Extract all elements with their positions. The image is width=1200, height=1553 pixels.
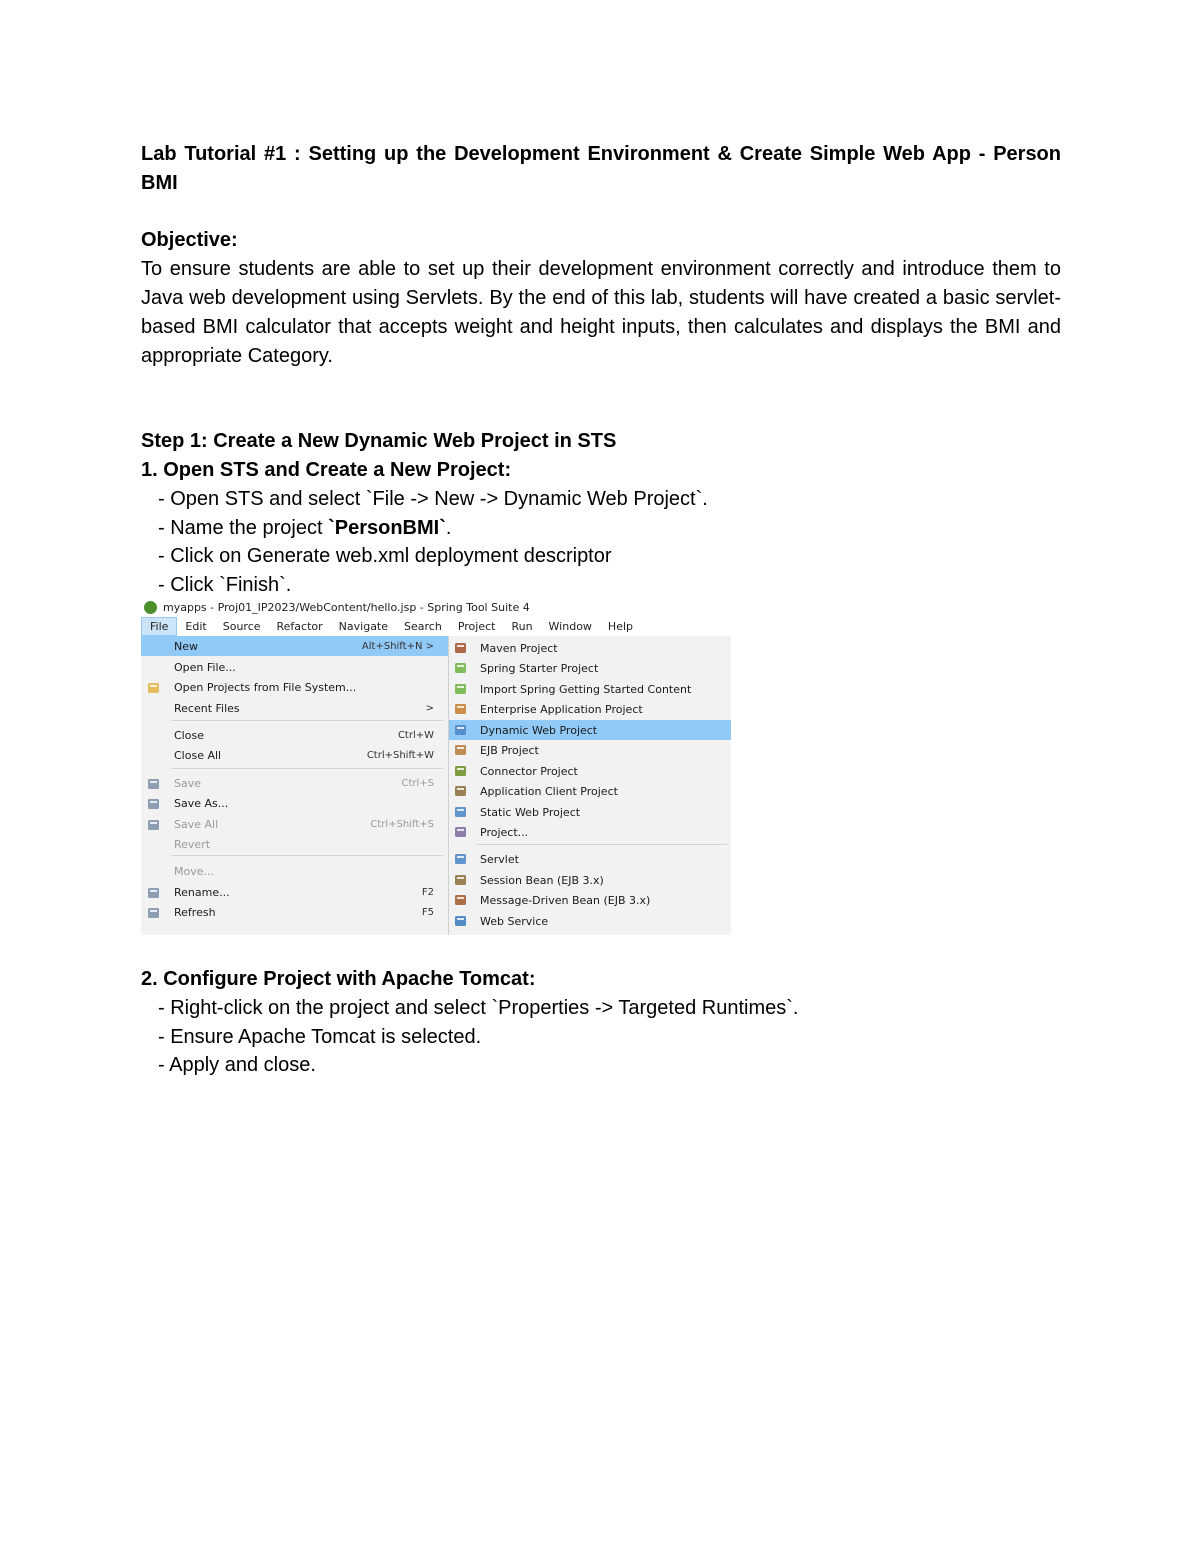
folder-icon — [147, 681, 160, 694]
step1-bullet-3: - Click on Generate web.xml deployment descriptor — [158, 545, 612, 567]
step2-bullet-1: - Right-click on the project and select `Properties -> Targeted Runtimes`. — [158, 997, 799, 1019]
file-menu-label: Close — [174, 728, 204, 742]
new-submenu-item[interactable] — [449, 802, 731, 822]
new-submenu-item[interactable] — [449, 761, 731, 781]
refresh-icon — [147, 906, 160, 919]
menu-separator — [171, 768, 443, 769]
shortcut-label: Ctrl+Shift+W — [366, 749, 434, 761]
file-menu-item[interactable] — [141, 793, 448, 813]
file-menu-label: Open Projects from File System... — [174, 680, 357, 694]
step2-bullet-3: - Apply and close. — [158, 1054, 316, 1076]
file-menu-item[interactable] — [141, 861, 448, 881]
shortcut-label: Ctrl+S — [401, 777, 434, 789]
lab-title: Lab Tutorial #1 : Setting up the Development Environment & Create Simple Web App - Person BMI — [141, 143, 1061, 194]
new-submenu-item[interactable] — [449, 679, 731, 699]
file-menu-label: New — [174, 639, 198, 653]
file-menu-item[interactable] — [141, 882, 448, 902]
menu-separator — [171, 855, 443, 856]
file-menu-item[interactable] — [141, 902, 448, 922]
project-name: `PersonBMI` — [328, 516, 446, 539]
file-menu-item[interactable] — [141, 698, 448, 718]
window-title: myapps - Proj01_IP2023/WebContent/hello.jsp - Spring Tool Suite 4 — [163, 601, 530, 614]
shortcut-label: Alt+Shift+N > — [361, 640, 434, 652]
menu-run[interactable]: Run — [511, 620, 533, 633]
save-icon — [147, 777, 160, 790]
new-submenu-item[interactable] — [449, 720, 731, 740]
bullet-2-suffix: . — [445, 516, 452, 539]
shortcut-label: F5 — [421, 906, 434, 918]
shortcut-label: F2 — [421, 886, 434, 898]
new-submenu-item[interactable] — [449, 822, 731, 842]
step1-subheading: 1. Open STS and Create a New Project: — [141, 459, 512, 481]
file-menu-label: Rename... — [174, 885, 230, 899]
new-submenu-item[interactable] — [449, 699, 731, 719]
new-submenu-label: Dynamic Web Project — [480, 723, 598, 737]
file-menu-label: Close All — [174, 748, 222, 762]
file-menu-item[interactable] — [141, 725, 448, 745]
menu-separator — [171, 720, 443, 721]
file-menu-label: Save — [174, 776, 202, 790]
sts-menu-screenshot — [141, 598, 731, 935]
web-service-icon — [454, 914, 468, 928]
shortcut-label: > — [425, 702, 434, 714]
step1-bullet-4: - Click `Finish`. — [158, 573, 292, 596]
file-menu-label: Refresh — [174, 905, 216, 919]
bullet-2-prefix: - Name the project — [158, 516, 329, 539]
menu-separator — [477, 844, 727, 845]
new-submenu-label: Application Client Project — [480, 784, 618, 798]
new-submenu-label: Spring Starter Project — [480, 661, 599, 675]
menu-navigate[interactable]: Navigate — [338, 620, 389, 633]
file-menu-item[interactable] — [141, 773, 448, 793]
window-titlebar — [141, 598, 731, 617]
menu-bar — [141, 617, 731, 636]
new-submenu-item[interactable] — [449, 781, 731, 801]
file-menu-item[interactable] — [141, 814, 448, 834]
menu-search[interactable]: Search — [404, 620, 442, 633]
step1-continued — [141, 965, 1061, 1080]
new-submenu-label: Servlet — [480, 852, 519, 866]
new-submenu-item[interactable] — [449, 870, 731, 890]
new-submenu-label: Message-Driven Bean (EJB 3.x) — [480, 893, 651, 907]
new-submenu-label: Web Service — [480, 914, 549, 928]
new-submenu-label: Session Bean (EJB 3.x) — [480, 873, 604, 887]
file-menu-item[interactable] — [141, 834, 448, 854]
ear-icon — [454, 702, 468, 716]
ejb-icon — [454, 743, 468, 757]
save-as-icon — [147, 797, 160, 810]
step2-bullet-2: - Ensure Apache Tomcat is selected. — [158, 1025, 482, 1048]
menu-file[interactable]: File — [141, 617, 177, 636]
step1-heading: Step 1: Create a New Dynamic Web Project in STS — [141, 430, 617, 452]
file-menu-label: Move... — [174, 864, 214, 878]
file-menu-label: Revert — [174, 837, 211, 851]
step1-subheading-2: 2. Configure Project with Apache Tomcat: — [141, 968, 536, 990]
step1-bullet-1: - Open STS and select `File -> New -> Dynamic Web Project`. — [158, 488, 708, 510]
objective-heading: Objective: — [141, 229, 238, 251]
new-submenu-label: EJB Project — [480, 743, 539, 757]
menu-help[interactable]: Help — [607, 620, 633, 633]
shortcut-label: Ctrl+Shift+S — [370, 818, 434, 830]
file-menu-item[interactable] — [141, 636, 448, 656]
file-menu-label: Recent Files — [174, 701, 240, 715]
file-menu-item[interactable] — [141, 745, 448, 765]
spring-tool-suite-icon — [144, 601, 157, 614]
connector-icon — [454, 764, 468, 778]
step1-bullet-2 — [158, 514, 1061, 543]
maven-icon — [454, 641, 468, 655]
import-icon — [454, 682, 468, 696]
file-menu-label: Save All — [174, 817, 219, 831]
new-submenu-label: Project... — [480, 825, 529, 839]
rename-icon — [147, 886, 160, 899]
shortcut-label: Ctrl+W — [397, 729, 434, 741]
menu-refactor[interactable]: Refactor — [276, 620, 323, 633]
menu-source[interactable]: Source — [222, 620, 261, 633]
static-web-icon — [454, 805, 468, 819]
web-project-icon — [454, 723, 468, 737]
menu-project[interactable]: Project — [457, 620, 496, 633]
new-submenu-item[interactable] — [449, 740, 731, 760]
mdb-icon — [454, 893, 468, 907]
new-submenu-label: Connector Project — [480, 764, 578, 778]
new-submenu-item[interactable] — [449, 849, 731, 869]
new-submenu-label: Import Spring Getting Started Content — [480, 682, 692, 696]
objective-text: To ensure students are able to set up their development environment correctly and introduce them to Java web development using Servlets. By the end of this lab, students will have created a basic servlet-based BMI calculator that accepts weight and height inputs, then calculates and displays the BMI and appropriate Category. — [141, 258, 1061, 367]
file-menu-label: Save As... — [174, 796, 229, 810]
session-bean-icon — [454, 873, 468, 887]
menu-edit[interactable]: Edit — [185, 620, 207, 633]
document-body — [141, 140, 1061, 599]
new-submenu-item[interactable] — [449, 638, 731, 658]
new-submenu — [449, 636, 731, 935]
file-menu-item[interactable] — [141, 677, 448, 697]
servlet-icon — [454, 852, 468, 866]
new-submenu-item[interactable] — [449, 890, 731, 910]
file-menu — [141, 636, 449, 935]
app-client-icon — [454, 784, 468, 798]
new-submenu-label: Enterprise Application Project — [480, 702, 643, 716]
save-all-icon — [147, 818, 160, 831]
menu-window[interactable]: Window — [548, 620, 592, 633]
new-submenu-item[interactable] — [449, 658, 731, 678]
spring-icon — [454, 661, 468, 675]
new-submenu-label: Maven Project — [480, 641, 558, 655]
file-menu-label: Open File... — [174, 660, 236, 674]
new-submenu-label: Static Web Project — [480, 805, 581, 819]
new-submenu-item[interactable] — [449, 911, 731, 931]
project-icon — [454, 825, 468, 839]
file-menu-item[interactable] — [141, 657, 448, 677]
